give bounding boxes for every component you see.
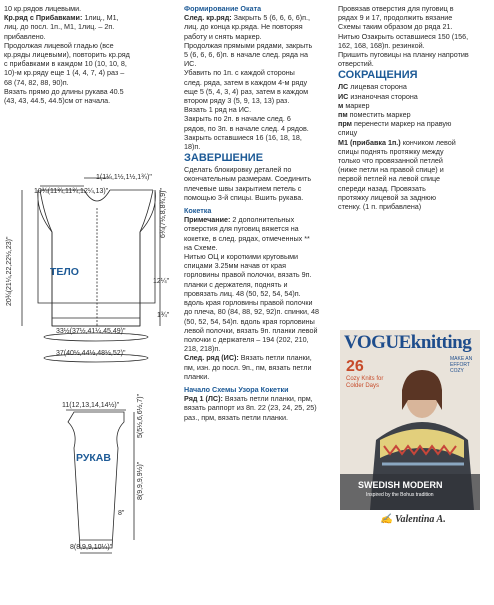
instruction-line bbox=[338, 138, 490, 147]
instruction-text: с прибавками в каждом 10 (10, 10, 8, bbox=[4, 59, 127, 69]
instruction-keyword: м bbox=[338, 100, 344, 110]
instruction-line bbox=[4, 22, 176, 31]
instruction-keyword: Кр.ряд с Прибавками: bbox=[4, 13, 83, 23]
instruction-line bbox=[338, 193, 490, 202]
instruction-line bbox=[338, 13, 490, 22]
instruction-line bbox=[338, 110, 490, 119]
instruction-line bbox=[184, 394, 334, 403]
instruction-line bbox=[4, 87, 176, 96]
instruction-text: 162, 168, 168)п. резинкой. bbox=[338, 40, 425, 50]
cover-promo: MAKE AN EFFORT COZY bbox=[450, 356, 473, 374]
instruction-line bbox=[184, 114, 334, 123]
instruction-line bbox=[184, 32, 334, 41]
instruction-text: протяжку лицевой за заднюю bbox=[338, 192, 437, 202]
magazine-cover bbox=[340, 330, 480, 510]
instruction-text: первой петлей на левой спице bbox=[338, 174, 441, 184]
instruction-line bbox=[184, 174, 334, 183]
cuff-height-label: 8" bbox=[118, 510, 125, 517]
instruction-text: лиц. до конца кр.ряда. Не повторяя bbox=[184, 22, 303, 32]
instruction-line bbox=[338, 92, 490, 101]
full-width-label: 37(40½,44½,48½,52)" bbox=[56, 350, 126, 357]
instruction-line bbox=[184, 41, 334, 50]
instruction-keyword: прм bbox=[338, 119, 352, 129]
instruction-text: кр.ряды лицевыми), повторить кр.ряд bbox=[4, 50, 130, 60]
instruction-line bbox=[338, 41, 490, 50]
instruction-line bbox=[184, 184, 334, 193]
sleeve-outline bbox=[68, 412, 124, 548]
instruction-text: на Схеме. bbox=[184, 242, 218, 252]
instruction-line bbox=[184, 261, 334, 270]
instruction-line bbox=[184, 252, 334, 261]
instruction-text: (50, 52, 54, 54)п. вдоль края горловины bbox=[184, 316, 315, 326]
instruction-line bbox=[184, 289, 334, 298]
sleeve-label: РУКАВ bbox=[76, 452, 111, 464]
instruction-text: перенести маркер на правую bbox=[351, 119, 452, 129]
instruction-text: спицу bbox=[338, 128, 358, 138]
section-heading: Формирование Оката bbox=[184, 4, 262, 13]
instruction-line bbox=[4, 68, 176, 77]
instruction-line bbox=[338, 119, 490, 128]
instruction-text: (43, 43, 44.5, 44.5)см от начала. bbox=[4, 96, 111, 106]
instruction-keyword: ИС bbox=[338, 91, 349, 101]
instruction-line bbox=[184, 105, 334, 114]
instruction-text: до плеча, 80 (84, 88, 92, 92)п. спинки, 48 bbox=[184, 307, 320, 317]
instruction-text: планки с держателя, поднять и bbox=[184, 279, 288, 289]
instruction-line bbox=[184, 22, 334, 31]
instruction-line bbox=[184, 142, 334, 151]
instruction-keyword: ЛС bbox=[338, 82, 349, 92]
instruction-text: 10)-м кр.ряду еще 1 (4, 4, 7, 4) раз – bbox=[4, 68, 125, 78]
instruction-text: Продолжая лицевой гладью (все bbox=[4, 40, 114, 50]
instruction-text: еще 5 (5, 4, 3, 4) раз, затем в каждом bbox=[184, 86, 309, 96]
instruction-line bbox=[4, 41, 176, 50]
cap-height-label: 5(5½,6,6½,7)" bbox=[137, 393, 144, 438]
instruction-line bbox=[338, 50, 490, 59]
instruction-text: Закрыть оставшиеся 16 (16, 18, 18, bbox=[184, 132, 302, 142]
instruction-text: Пришить пуговицы на планку напротив bbox=[338, 50, 469, 60]
instruction-line bbox=[338, 4, 490, 13]
instruction-line bbox=[4, 96, 176, 105]
instruction-line bbox=[338, 156, 490, 165]
instruction-text: плечевые швы закрытием петель с bbox=[184, 183, 302, 193]
instruction-text: лицевая сторона bbox=[348, 82, 407, 92]
instruction-line bbox=[184, 68, 334, 77]
instruction-line bbox=[184, 243, 334, 252]
section-heading: Начало Схемы Узора Кокетки bbox=[184, 384, 289, 394]
instruction-line bbox=[184, 78, 334, 87]
instruction-text: вязать раппорт из 8п. 22 (23, 24, 25, 25) bbox=[184, 403, 317, 413]
instruction-line bbox=[184, 50, 334, 59]
instruction-text: рядов, по 3п. в начале след. 4 рядов. bbox=[184, 123, 309, 133]
instruction-text: 2 дополнительных bbox=[230, 215, 295, 225]
instruction-text: 218, 218)п. bbox=[184, 344, 221, 354]
instruction-line bbox=[184, 413, 334, 422]
instruction-keyword: След. ряд (ИС): bbox=[184, 353, 239, 363]
instruction-line bbox=[4, 4, 176, 13]
instruction-line bbox=[184, 124, 334, 133]
instruction-line bbox=[184, 363, 334, 372]
instruction-text: левой полочки, вязать 9п. планки левой bbox=[184, 325, 318, 335]
instruction-line bbox=[184, 224, 334, 233]
instruction-text: 68 (74, 82, 88, 90)п. bbox=[4, 77, 69, 87]
instruction-text: кокетке, в след. рядах, отмеченных ** bbox=[184, 233, 310, 243]
instruction-line bbox=[184, 317, 334, 326]
instruction-line bbox=[184, 193, 334, 202]
instruction-line bbox=[4, 50, 176, 59]
instruction-text: рядах 9 и 17, продолжить вязание bbox=[338, 13, 453, 23]
instruction-text: помощью 3-й спицы. Вшить рукава. bbox=[184, 192, 304, 202]
instruction-text: Схемы таким образом до ряда 21. bbox=[338, 22, 453, 32]
instruction-line bbox=[4, 59, 176, 68]
instruction-line bbox=[338, 32, 490, 41]
instruction-line bbox=[184, 87, 334, 96]
instruction-text: 5 (6, 6, 6, 6)п. в начале след. ряда на bbox=[184, 50, 308, 60]
instructions-column-1 bbox=[4, 4, 176, 105]
instruction-line bbox=[338, 184, 490, 193]
instructions-column-2 bbox=[184, 4, 334, 422]
instruction-text: поместить маркер bbox=[347, 110, 411, 120]
instruction-line bbox=[338, 165, 490, 174]
armhole-depth-label: 6¾(7½,8,8¾,9)" bbox=[160, 188, 167, 238]
instruction-text: горловины правой полочки, вязать 9п. bbox=[184, 270, 312, 280]
mid-height-label: 12¼" bbox=[153, 278, 170, 285]
instruction-text: только что провязанной петлей bbox=[338, 156, 443, 166]
instruction-text: Провязав отверстия для пуговиц в bbox=[338, 4, 454, 13]
instruction-text: Вязать прямо до длины рукава 40.5 bbox=[4, 86, 124, 96]
instruction-text: отверстия для пуговиц вяжется на bbox=[184, 224, 299, 234]
instruction-line bbox=[338, 147, 490, 156]
instruction-text: пм, изн. до посл. 9п., пм, вязать петли bbox=[184, 362, 312, 372]
instruction-text: Сделать блокировку деталей по bbox=[184, 165, 292, 175]
instruction-line bbox=[184, 215, 334, 224]
instruction-text: Нитью Озакрыть оставшиеся 150 (156, bbox=[338, 31, 469, 41]
instruction-text: провязать лиц. 48 (50, 52, 54, 54)п. bbox=[184, 288, 301, 298]
instruction-line bbox=[338, 174, 490, 183]
instruction-text: Продолжая прямыми рядами, закрыть bbox=[184, 40, 313, 50]
instruction-line bbox=[184, 59, 334, 68]
instruction-line bbox=[184, 353, 334, 362]
instruction-text: Убавить по 1п. с каждой стороны bbox=[184, 68, 295, 78]
pen-icon: ✍ bbox=[380, 514, 395, 525]
instruction-text: 18)п. bbox=[184, 142, 201, 152]
instruction-text: спереди назад. Провязать bbox=[338, 183, 426, 193]
instructions-column-3 bbox=[338, 4, 490, 211]
instruction-line bbox=[184, 335, 334, 344]
instruction-text: след. ряда, затем в каждом 4-м ряду bbox=[184, 77, 308, 87]
instruction-line bbox=[338, 22, 490, 31]
hem-width-label: 33½(37½,41¼,45,49)" bbox=[56, 328, 126, 335]
instruction-keyword: М1 (прибавка 1п.) bbox=[338, 137, 401, 147]
instruction-text: Закрыть 5 (6, 6, 6, 6)п., bbox=[231, 13, 310, 23]
cuff-width-label: 8(8,9,9,10¼)" bbox=[70, 544, 113, 551]
body-outline bbox=[38, 190, 156, 326]
instruction-text: стенку. (1 п. прибавлена) bbox=[338, 202, 422, 212]
instruction-text: окончательным размерам. Соединить bbox=[184, 174, 312, 184]
instruction-text: кончиком левой bbox=[400, 137, 456, 147]
cover-title: SWEDISH MODERN bbox=[358, 480, 443, 490]
instruction-line bbox=[184, 13, 334, 22]
issue-count: 26 bbox=[346, 358, 364, 375]
instruction-text: Вязать 1 ряд на ИС. bbox=[184, 105, 252, 115]
instruction-text: планки. bbox=[184, 371, 210, 381]
instruction-text: втором ряду 3 (5, 9, 13, 13) раз. bbox=[184, 96, 290, 106]
instruction-line bbox=[184, 298, 334, 307]
instruction-line bbox=[4, 78, 176, 87]
instruction-text: спицами 3.25мм начав от края bbox=[184, 261, 286, 271]
instruction-line bbox=[184, 372, 334, 381]
instruction-line bbox=[184, 403, 334, 412]
instruction-text: полочки с держателя – 194 (202, 210, bbox=[184, 334, 309, 344]
cover-subtitle: Inspired by the Bohus tradition bbox=[366, 492, 434, 498]
major-heading: СОКРАЩЕНИЯ bbox=[338, 69, 418, 82]
sleeve-top-label: 11(12,13,14,14½)" bbox=[62, 402, 120, 409]
section-heading: Кокетка bbox=[184, 206, 212, 216]
shoulder-width-label: 10¾(11¾,11¾,12¼,13)" bbox=[34, 188, 109, 195]
rib-height-label: 1¾" bbox=[157, 312, 170, 319]
instruction-text: 1лиц., М1, bbox=[82, 13, 119, 23]
instruction-line bbox=[338, 202, 490, 211]
instruction-keyword: Примечание: bbox=[184, 215, 231, 225]
cover-tagline: Cozy Knits for Colder Days bbox=[346, 376, 384, 389]
instruction-text: 10 кр.рядов лицевыми. bbox=[4, 4, 82, 13]
instruction-line bbox=[184, 234, 334, 243]
instruction-text: прибавлено. bbox=[4, 31, 46, 41]
instruction-line bbox=[184, 96, 334, 105]
top-width-label: 1(1¼,1½,1½,1¾)" bbox=[96, 174, 152, 181]
instruction-line bbox=[184, 344, 334, 353]
instruction-text: Вязать петли планки, bbox=[238, 353, 312, 363]
instruction-keyword: пм bbox=[338, 110, 348, 120]
instruction-text: маркер bbox=[343, 100, 370, 110]
instruction-text: раз., прм, вязать петли планки. bbox=[184, 412, 289, 422]
instruction-text: Закрыть по 2п. в начале след. 6 bbox=[184, 114, 291, 124]
instruction-line bbox=[184, 270, 334, 279]
instruction-text: ИС. bbox=[184, 59, 197, 69]
signature-text: Valentina A. bbox=[394, 514, 446, 525]
instruction-text: отверстий. bbox=[338, 59, 374, 69]
instruction-text: вдоль края горловины правой полочки bbox=[184, 298, 313, 308]
instruction-line bbox=[338, 59, 490, 68]
instruction-text: Вязать петли планки, прм, bbox=[222, 394, 313, 404]
instruction-line bbox=[184, 165, 334, 174]
signature bbox=[380, 514, 446, 525]
instruction-line bbox=[184, 280, 334, 289]
instruction-line bbox=[184, 133, 334, 142]
major-heading: ЗАВЕРШЕНИЕ bbox=[184, 152, 264, 165]
instruction-text: Нитью ОЦ и короткими круговыми bbox=[184, 252, 299, 262]
instruction-line bbox=[184, 326, 334, 335]
magazine-masthead: VOGUEknitting bbox=[344, 332, 472, 353]
instruction-keyword: След. кр.ряд: bbox=[184, 13, 232, 23]
instruction-text: работу и снять маркер. bbox=[184, 31, 262, 41]
instruction-text: изнаночная сторона bbox=[348, 91, 418, 101]
instruction-line bbox=[338, 128, 490, 137]
body-label: ТЕЛО bbox=[50, 266, 79, 278]
instruction-line bbox=[184, 307, 334, 316]
instruction-text: (ниже петли на правой спице) и bbox=[338, 165, 444, 175]
instruction-line bbox=[338, 82, 490, 91]
sleeve-length-label: 8(9,9,9,9½)" bbox=[137, 461, 144, 500]
instruction-text: спицы поднять протяжку между bbox=[338, 146, 444, 156]
body-height-label: 20¾(21¼,22,22½,23)" bbox=[6, 236, 13, 306]
instruction-keyword: Ряд 1 (ЛС): bbox=[184, 394, 223, 404]
instruction-line bbox=[4, 13, 176, 22]
instruction-line bbox=[4, 32, 176, 41]
instruction-text: лиц. до посл. 1п., М1, 1лиц. – 2п. bbox=[4, 22, 115, 32]
instruction-line bbox=[338, 101, 490, 110]
